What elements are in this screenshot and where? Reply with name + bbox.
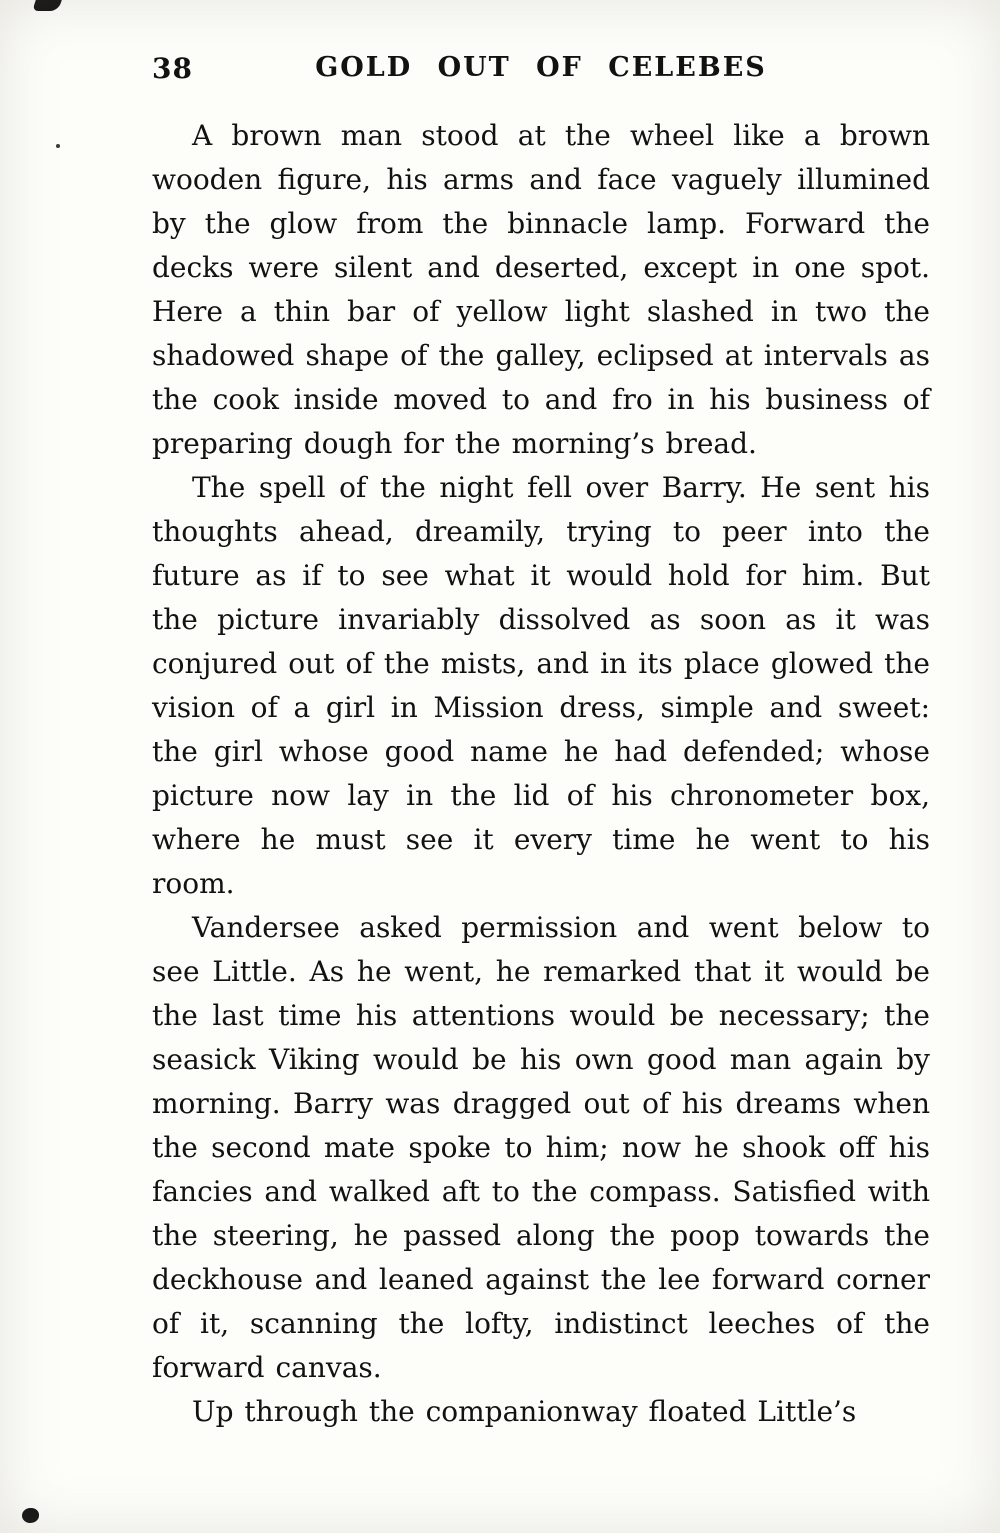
page-header — [0, 52, 1000, 92]
paragraph-4: Up through the companionway floated Little’s — [192, 1395, 857, 1428]
scan-artifact-dot — [56, 144, 60, 148]
paragraph-2: The spell of the night fell over Barry. He sent his thoughts ahead, dreamily, trying to peer into the future as if to see what it would hold for him. But the picture invariably dissolved as soon as it was conjured out of the mists, and in its place glowed the vision of a girl in Mission dress, simple and sweet: the girl whose good name he had defended; whose picture now lay in the lid of his chronometer box, where he must see it every time he went to his room. — [152, 471, 930, 900]
running-title: GOLD OUT OF CELEBES — [315, 52, 767, 83]
page-number: 38 — [152, 52, 193, 85]
paragraph-1: A brown man stood at the wheel like a brown wooden figure, his arms and face vaguely illumined by the glow from the binnacle lamp. Forward the decks were silent and deserted, except in one spot. Here a thin bar of yellow light slashed in two the shadowed shape of the galley, eclipsed at intervals as the cook inside moved to and fro in his business of preparing dough for the morning’s bread. — [152, 119, 930, 460]
page-body — [152, 114, 930, 1434]
scan-artifact-top-left — [32, 0, 62, 11]
paragraph-3: Vandersee asked permission and went below to see Little. As he went, he remarked that it would be the last time his attentions would be necessary; the seasick Viking would be his own good man again by morning. Barry was dragged out of his dreams when the second mate spoke to him; now he shook off his fancies and walked aft to the compass. Satisfied with the steering, he passed along the poop towards the deckhouse and leaned against the lee forward corner of it, scanning the lofty, indistinct leeches of the forward canvas. — [152, 911, 930, 1384]
scan-artifact-bottom-left — [22, 1508, 39, 1523]
